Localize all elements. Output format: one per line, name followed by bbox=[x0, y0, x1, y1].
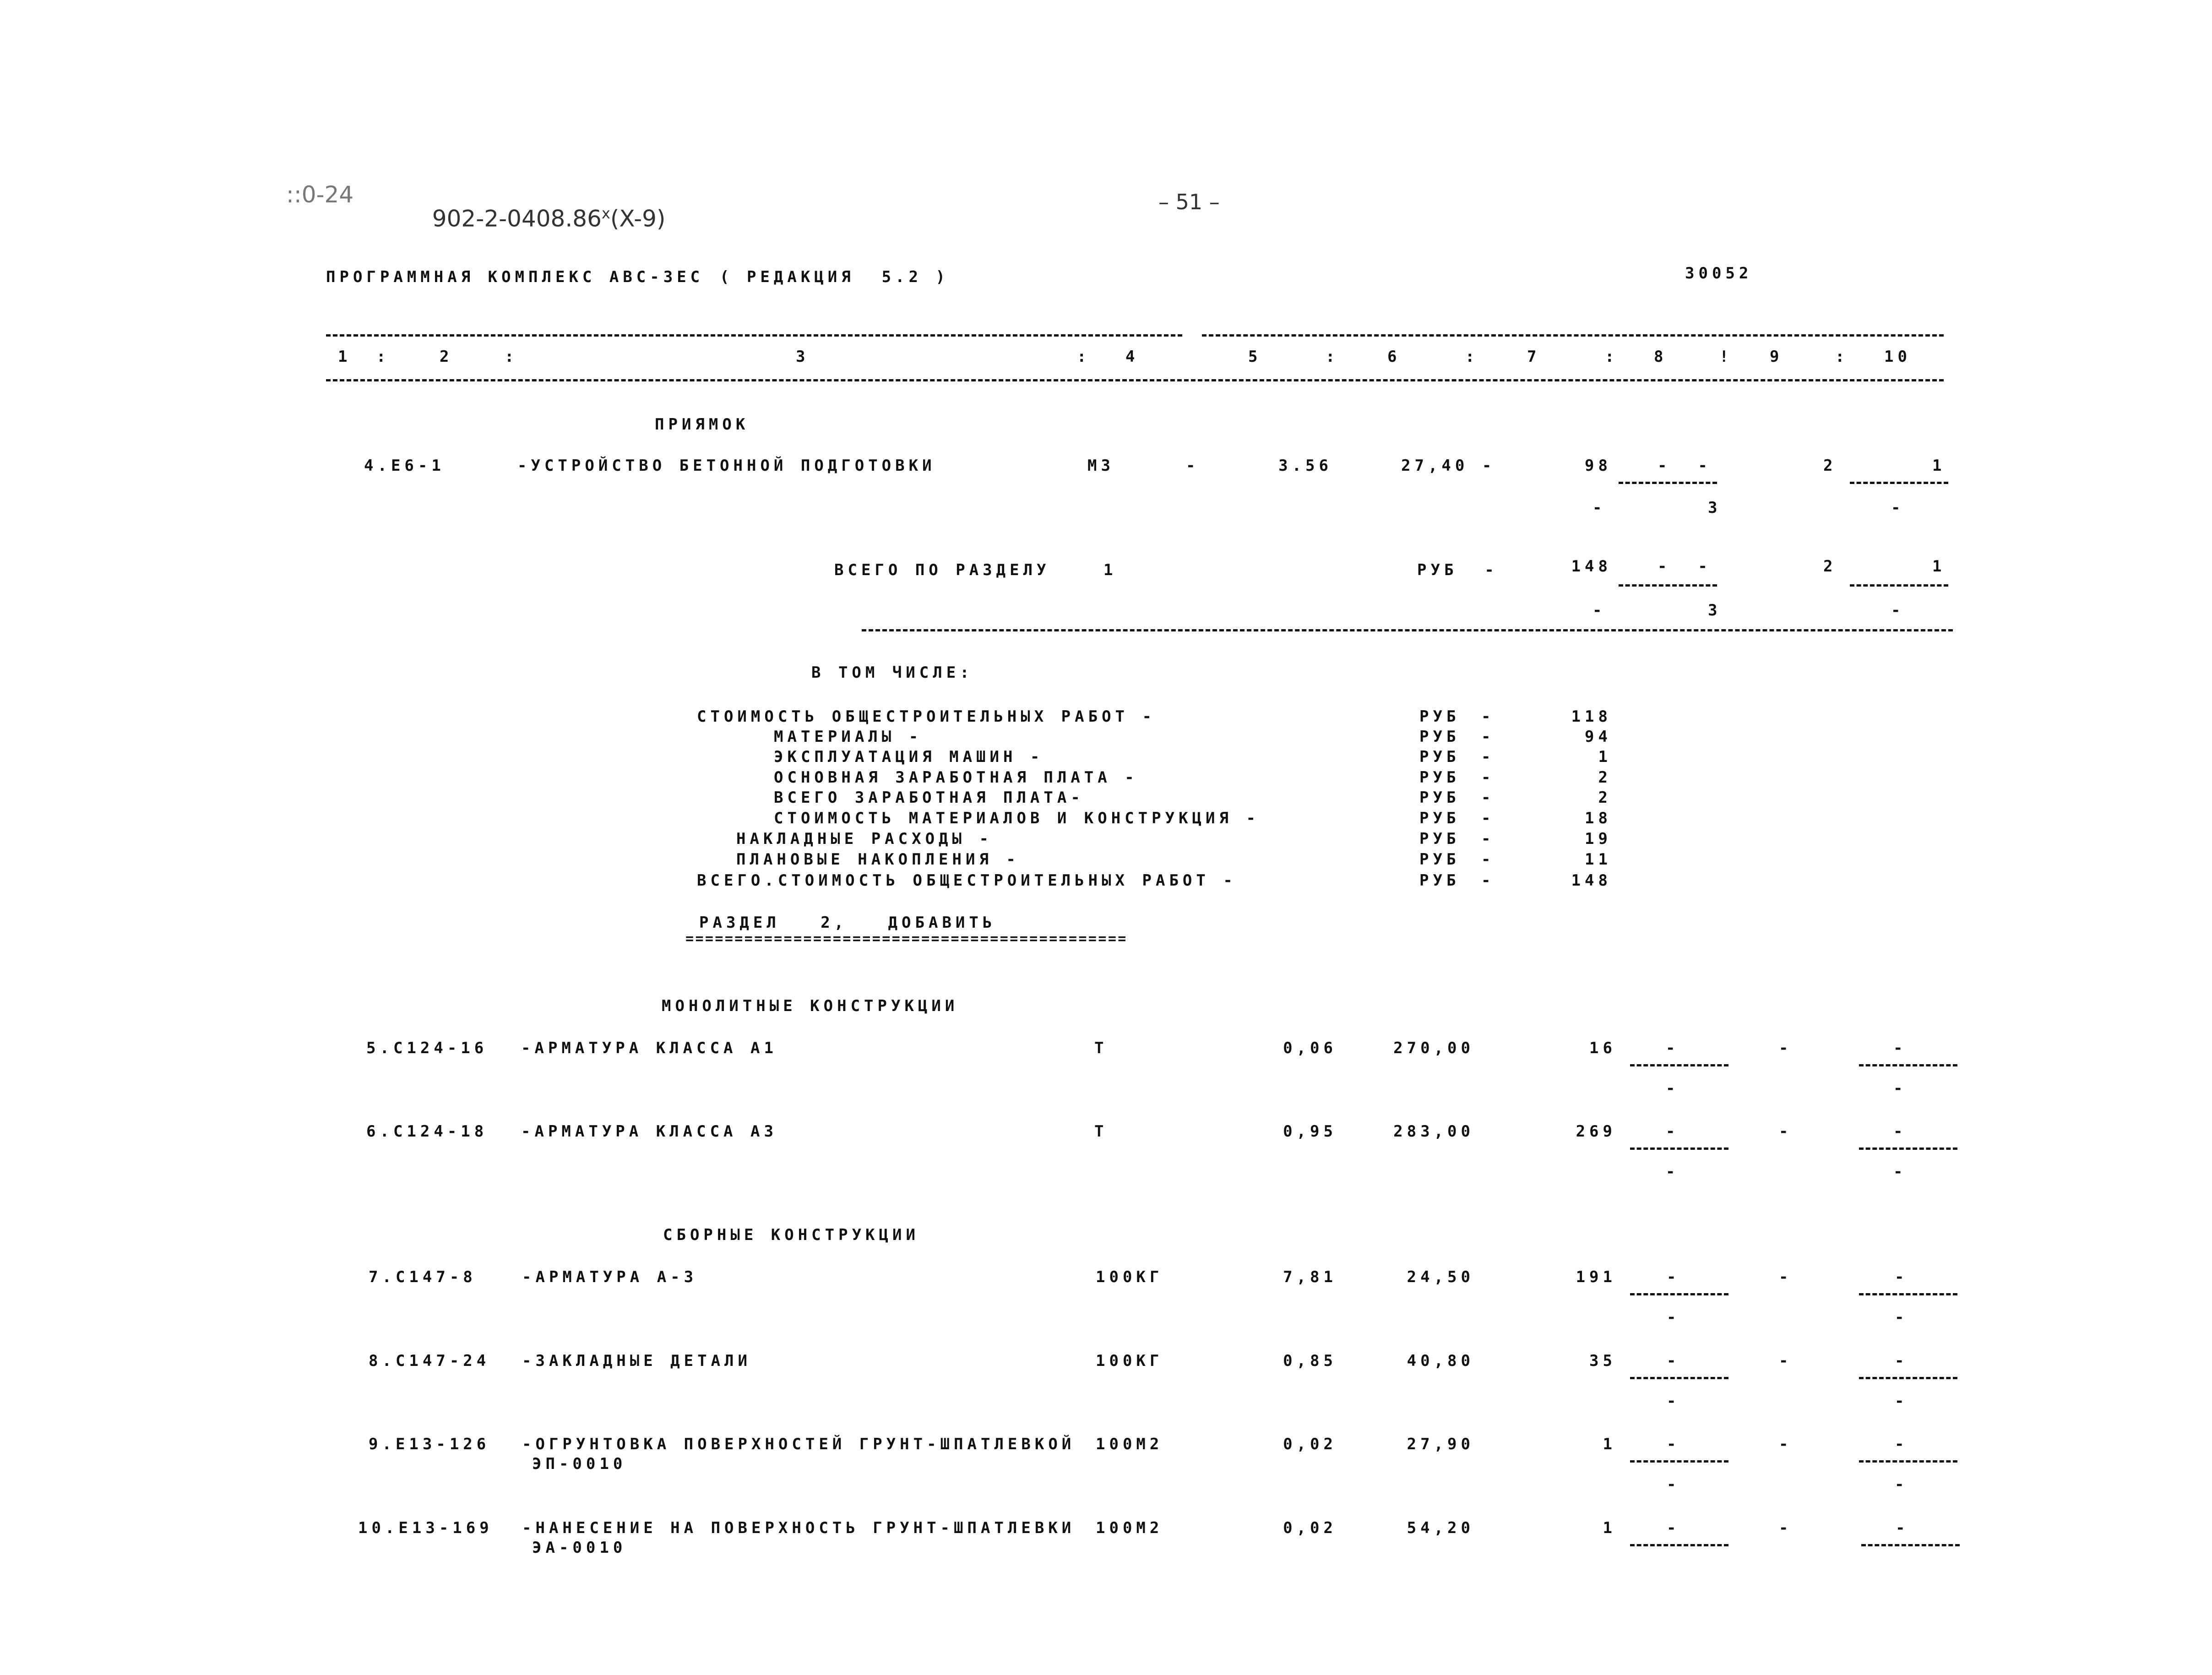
row-code: 9.Е13-126 bbox=[369, 1435, 490, 1453]
doc-code-left: ::0-24 bbox=[286, 181, 354, 208]
breakdown-label: ВСЕГО.СТОИМОСТЬ ОБЩЕСТРОИТЕЛЬНЫХ РАБОТ - bbox=[697, 871, 1237, 890]
breakdown-dash: - bbox=[1481, 809, 1495, 827]
breakdown-value: 2 bbox=[1598, 768, 1612, 787]
row-c10-rule bbox=[1859, 1064, 1957, 1066]
breakdown-unit: РУБ bbox=[1419, 830, 1460, 848]
row-c10-top: - bbox=[1893, 1039, 1907, 1057]
row-c8-bottom: - bbox=[1666, 1079, 1679, 1098]
row-qty: 0,85 bbox=[1283, 1352, 1337, 1370]
col-sep: : bbox=[1605, 348, 1619, 366]
row-c10-rule bbox=[1850, 482, 1948, 484]
row-c8-top: - - bbox=[1658, 457, 1712, 475]
total-value: 148 bbox=[1571, 557, 1612, 576]
row-unit: 100КГ bbox=[1096, 1352, 1163, 1370]
row-c10-bottom: - bbox=[1895, 1392, 1908, 1410]
row-code: 10.Е13-169 bbox=[358, 1519, 493, 1537]
breakdown-label: СТОИМОСТЬ ОБЩЕСТРОИТЕЛЬНЫХ РАБОТ - bbox=[697, 707, 1156, 726]
total-section-num: 1 bbox=[1103, 561, 1117, 579]
row-code: 4.Е6-1 bbox=[364, 457, 445, 475]
col-sep: : bbox=[1326, 348, 1339, 366]
total-c9: 2 bbox=[1823, 557, 1837, 576]
col-sep: ! bbox=[1719, 348, 1733, 366]
row-name-continuation: ЭП-0010 bbox=[532, 1455, 627, 1473]
row-c10-top: - bbox=[1893, 1122, 1907, 1141]
col-sep: : bbox=[1465, 348, 1479, 366]
col-sep: : bbox=[1835, 348, 1849, 366]
row-total: 269 bbox=[1576, 1122, 1616, 1141]
col-6: 6 bbox=[1387, 348, 1401, 366]
breakdown-value: 1 bbox=[1598, 748, 1612, 766]
row-name: -НАНЕСЕНИЕ НА ПОВЕРХНОСТЬ ГРУНТ-ШПАТЛЕВКИ bbox=[522, 1519, 1076, 1537]
breakdown-label: СТОИМОСТЬ МАТЕРИАЛОВ И КОНСТРУКЦИЯ - bbox=[774, 809, 1260, 827]
row-qty: 0,06 bbox=[1283, 1039, 1337, 1057]
header-rule-top-left bbox=[326, 334, 1182, 337]
row-c8-top: - bbox=[1667, 1435, 1680, 1453]
row-unit: Т bbox=[1094, 1122, 1108, 1141]
program-edition: ( РЕДАКЦИЯ 5.2 ) bbox=[720, 268, 949, 286]
breakdown-unit: РУБ bbox=[1419, 809, 1460, 827]
row-c10-bottom: - bbox=[1891, 499, 1905, 517]
doc-code-sup: х bbox=[601, 205, 610, 222]
row-c10-top: - bbox=[1896, 1519, 1909, 1537]
row-c10-rule bbox=[1859, 1147, 1957, 1150]
total-c10-rule bbox=[1850, 584, 1948, 587]
row-c10-rule bbox=[1859, 1377, 1957, 1379]
breakdown-label: МАТЕРИАЛЫ - bbox=[774, 728, 923, 746]
breakdown-dash: - bbox=[1481, 707, 1495, 726]
row-c8-bottom: - bbox=[1667, 1475, 1680, 1494]
row-name: -ЗАКЛАДНЫЕ ДЕТАЛИ bbox=[522, 1352, 751, 1370]
row-c8-rule bbox=[1630, 1544, 1728, 1546]
row-qty: 0,02 bbox=[1283, 1519, 1337, 1537]
row-unit: М3 bbox=[1087, 457, 1114, 475]
section-title-underline: ============================================= bbox=[685, 931, 1128, 947]
breakdown-value: 94 bbox=[1585, 728, 1612, 746]
row-c8-bottom: - bbox=[1667, 1308, 1680, 1327]
row-c8-top: - bbox=[1667, 1352, 1680, 1370]
row-c8-rule bbox=[1630, 1460, 1728, 1463]
row-price: 54,20 bbox=[1407, 1519, 1474, 1537]
group-heading: СБОРНЫЕ КОНСТРУКЦИИ bbox=[663, 1226, 919, 1244]
row-price: 24,50 bbox=[1407, 1268, 1474, 1286]
breakdown-label: ЭКСПЛУАТАЦИЯ МАШИН - bbox=[774, 748, 1044, 766]
col-sep: : bbox=[376, 348, 390, 366]
col-8: 8 bbox=[1654, 348, 1668, 366]
row-price: 27,40 - bbox=[1401, 457, 1496, 475]
breakdown-value: 11 bbox=[1585, 850, 1612, 869]
total-c8-bottom: 3 bbox=[1708, 601, 1722, 620]
row-code: 6.С124-18 bbox=[366, 1122, 488, 1141]
row-c8-rule bbox=[1630, 1293, 1728, 1295]
row-c8-top: - bbox=[1667, 1268, 1680, 1286]
breakdown-value: 18 bbox=[1585, 809, 1612, 827]
row-c9: - bbox=[1779, 1519, 1793, 1537]
breakdown-unit: РУБ bbox=[1419, 850, 1460, 869]
col-sep: : bbox=[1077, 348, 1091, 366]
total-c7-bottom: - bbox=[1592, 601, 1606, 620]
col-9: 9 bbox=[1770, 348, 1783, 366]
row-price: 40,80 bbox=[1407, 1352, 1474, 1370]
breakdown-unit: РУБ bbox=[1419, 789, 1460, 807]
row-name: -АРМАТУРА КЛАССА А1 bbox=[521, 1039, 777, 1057]
row-c9: - bbox=[1779, 1039, 1793, 1057]
row-c8-bottom: - bbox=[1666, 1163, 1679, 1181]
row-c10-bottom: - bbox=[1893, 1163, 1907, 1181]
row-c10-top: 1 bbox=[1932, 457, 1946, 475]
row-c10-bottom: - bbox=[1893, 1079, 1907, 1098]
row-c10-top: - bbox=[1895, 1435, 1908, 1453]
breakdown-dash: - bbox=[1481, 768, 1495, 787]
row-dash: - bbox=[1186, 457, 1200, 475]
row-c10-bottom: - bbox=[1895, 1475, 1908, 1494]
row-c8-top: - bbox=[1666, 1122, 1679, 1141]
row-total: 191 bbox=[1576, 1268, 1616, 1286]
breakdown-unit: РУБ bbox=[1419, 707, 1460, 726]
breakdown-unit: РУБ bbox=[1419, 728, 1460, 746]
breakdown-dash: - bbox=[1481, 850, 1495, 869]
row-price: 283,00 bbox=[1393, 1122, 1474, 1141]
row-total: 16 bbox=[1589, 1039, 1616, 1057]
section-total-rule bbox=[862, 629, 1953, 631]
row-name-continuation: ЭА-0010 bbox=[532, 1539, 627, 1557]
breakdown-dash: - bbox=[1481, 830, 1495, 848]
row-c9: - bbox=[1779, 1268, 1793, 1286]
row-name: -АРМАТУРА А-3 bbox=[522, 1268, 698, 1286]
total-c8-top: - - bbox=[1658, 557, 1712, 576]
col-3: 3 bbox=[796, 348, 810, 366]
breakdown-unit: РУБ bbox=[1419, 871, 1460, 890]
row-c7-bottom: - bbox=[1592, 499, 1606, 517]
breakdown-dash: - bbox=[1481, 728, 1495, 746]
col-1: 1 bbox=[338, 348, 352, 366]
document-number: 30052 bbox=[1685, 264, 1753, 283]
header-rule-bottom bbox=[326, 379, 1944, 381]
breakdown-value: 118 bbox=[1571, 707, 1612, 726]
row-c8-bottom: 3 bbox=[1708, 499, 1722, 517]
row-name: -АРМАТУРА КЛАССА А3 bbox=[521, 1122, 777, 1141]
breakdown-unit: РУБ bbox=[1419, 768, 1460, 787]
row-price: 27,90 bbox=[1407, 1435, 1474, 1453]
row-unit: 100М2 bbox=[1096, 1435, 1163, 1453]
breakdown-label: ОСНОВНАЯ ЗАРАБОТНАЯ ПЛАТА - bbox=[774, 768, 1138, 787]
row-c10-rule bbox=[1859, 1293, 1957, 1295]
section-title: РАЗДЕЛ 2, ДОБАВИТЬ bbox=[699, 914, 996, 932]
col-2: 2 bbox=[440, 348, 453, 366]
section-heading: ПРИЯМОК bbox=[655, 415, 750, 434]
breakdown-dash: - bbox=[1481, 748, 1495, 766]
breakdown-dash: - bbox=[1481, 789, 1495, 807]
row-c8-bottom: - bbox=[1667, 1392, 1680, 1410]
row-total: 1 bbox=[1603, 1435, 1616, 1453]
row-total: 98 bbox=[1585, 457, 1612, 475]
row-qty: 7,81 bbox=[1283, 1268, 1337, 1286]
col-7: 7 bbox=[1527, 348, 1541, 366]
col-10: 10 bbox=[1884, 348, 1911, 366]
breakdown-unit: РУБ bbox=[1419, 748, 1460, 766]
row-code: 7.С147-8 bbox=[369, 1268, 477, 1286]
doc-code bbox=[418, 183, 665, 230]
row-c8-rule bbox=[1619, 482, 1717, 484]
breakdown-label: ПЛАНОВЫЕ НАКОПЛЕНИЯ - bbox=[736, 850, 1020, 869]
row-c10-bottom: - bbox=[1895, 1308, 1908, 1327]
row-qty: 3.56 bbox=[1278, 457, 1332, 475]
breakdown-label: ВСЕГО ЗАРАБОТНАЯ ПЛАТА- bbox=[774, 789, 1084, 807]
row-c9: - bbox=[1779, 1435, 1793, 1453]
row-unit: 100КГ bbox=[1096, 1268, 1163, 1286]
row-qty: 0,02 bbox=[1283, 1435, 1337, 1453]
row-code: 5.С124-16 bbox=[366, 1039, 488, 1057]
col-5: 5 bbox=[1248, 348, 1262, 366]
row-c9: - bbox=[1779, 1122, 1793, 1141]
row-price: 270,00 bbox=[1393, 1039, 1474, 1057]
row-unit: 100М2 bbox=[1096, 1519, 1163, 1537]
breakdown-value: 19 bbox=[1585, 830, 1612, 848]
row-total: 1 bbox=[1603, 1519, 1616, 1537]
row-unit: Т bbox=[1094, 1039, 1108, 1057]
col-sep: : bbox=[505, 348, 518, 366]
total-c10-top: 1 bbox=[1932, 557, 1946, 576]
row-c8-top: - bbox=[1666, 1039, 1679, 1057]
total-c10-bottom: - bbox=[1891, 601, 1905, 620]
breakdown-dash: - bbox=[1481, 871, 1495, 890]
row-c10-top: - bbox=[1895, 1352, 1908, 1370]
row-c8-rule bbox=[1630, 1147, 1728, 1150]
row-total: 35 bbox=[1589, 1352, 1616, 1370]
breakdown-value: 148 bbox=[1571, 871, 1612, 890]
row-code: 8.С147-24 bbox=[369, 1352, 490, 1370]
row-c10-top: - bbox=[1895, 1268, 1908, 1286]
total-unit: РУБ - bbox=[1417, 561, 1498, 579]
row-name: -УСТРОЙСТВО БЕТОННОЙ ПОДГОТОВКИ bbox=[517, 457, 936, 475]
row-c8-rule bbox=[1630, 1377, 1728, 1379]
row-name: -ОГРУНТОВКА ПОВЕРХНОСТЕЙ ГРУНТ-ШПАТЛЕВКОЙ bbox=[522, 1435, 1076, 1453]
page-number: – 51 – bbox=[1158, 190, 1220, 214]
doc-code-suffix: (X-9) bbox=[610, 205, 666, 232]
program-name: ПРОГРАММНАЯ КОМПЛЕКС АВС-3ЕС bbox=[326, 268, 704, 286]
row-c8-top: - bbox=[1667, 1519, 1680, 1537]
total-label: ВСЕГО ПО РАЗДЕЛУ bbox=[834, 561, 1050, 579]
doc-code-number: 902-2-0408.86 bbox=[432, 205, 602, 232]
row-c10-rule bbox=[1859, 1460, 1957, 1463]
row-c8-rule bbox=[1630, 1064, 1728, 1066]
row-c9: - bbox=[1779, 1352, 1793, 1370]
header-rule-top-right bbox=[1202, 334, 1944, 337]
row-c9: 2 bbox=[1823, 457, 1837, 475]
row-qty: 0,95 bbox=[1283, 1122, 1337, 1141]
total-c8-rule bbox=[1619, 584, 1717, 587]
breakdown-label: НАКЛАДНЫЕ РАСХОДЫ - bbox=[736, 830, 993, 848]
breakdown-title: В ТОМ ЧИСЛЕ: bbox=[811, 663, 973, 682]
col-4: 4 bbox=[1125, 348, 1139, 366]
row-c10-rule bbox=[1861, 1544, 1960, 1546]
breakdown-value: 2 bbox=[1598, 789, 1612, 807]
group-heading: МОНОЛИТНЫЕ КОНСТРУКЦИИ bbox=[662, 997, 959, 1015]
